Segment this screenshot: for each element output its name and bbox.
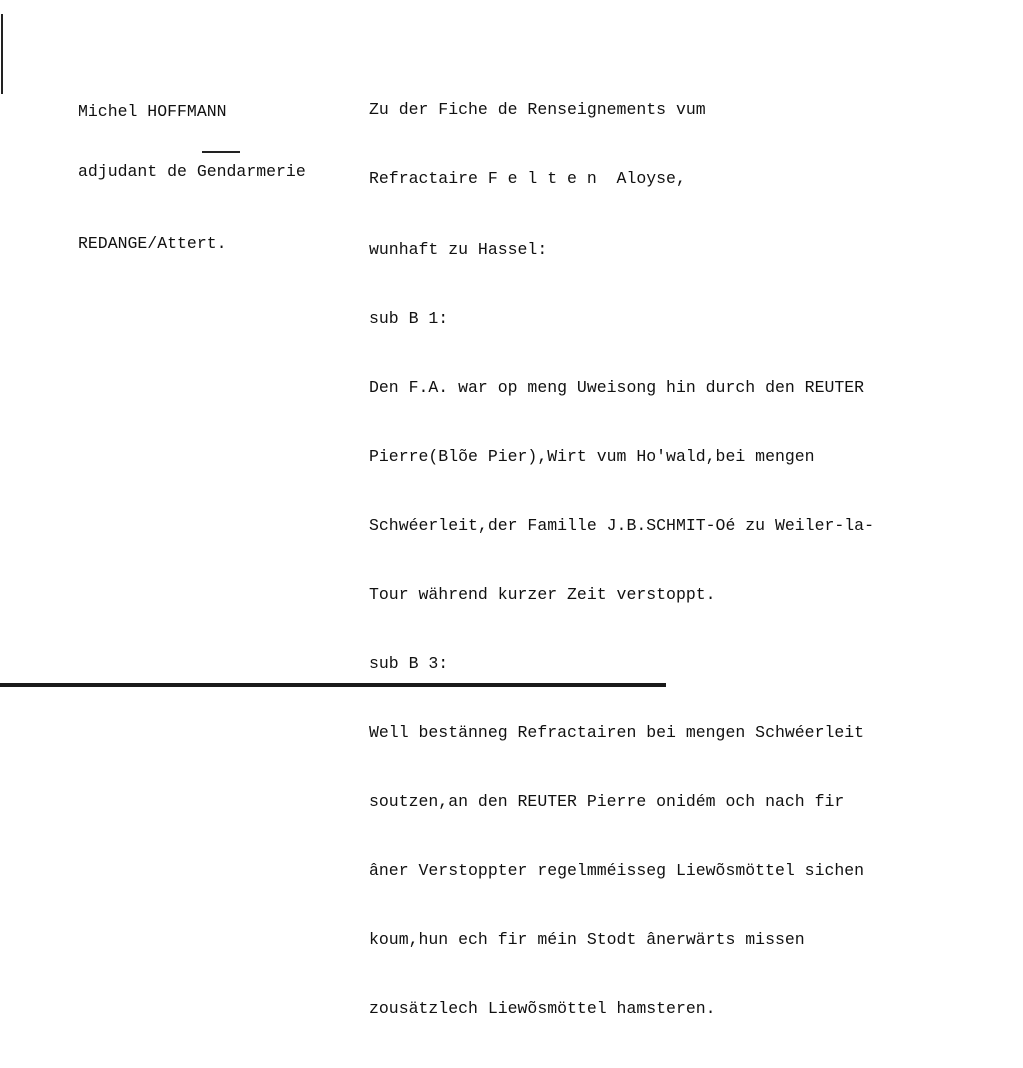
body-line: Zu der Fiche de Renseignements vum (369, 100, 706, 119)
body-line: sub B 3: (369, 654, 449, 673)
sender-name: Michel HOFFMANN (78, 102, 227, 121)
body-line: koum,hun ech fir méin Stodt ânerwärts missen (369, 930, 805, 949)
body-line: Refractaire F e l t e n Aloyse, (369, 169, 686, 188)
body-line: zousätzlech Liewõsmöttel hamsteren. (369, 999, 716, 1018)
sender-rank: adjudant de Gendarmerie (78, 162, 306, 181)
body-line: âner Verstoppter regelmméisseg Liewõsmöttel sichen (369, 861, 865, 880)
body-line: wunhaft zu Hassel: (369, 240, 548, 259)
sender-underline (202, 151, 240, 153)
sender-location: REDANGE/Attert. (78, 234, 227, 253)
body-line: soutzen,an den REUTER Pierre onidém och nach fir (369, 792, 845, 811)
left-margin-line (1, 14, 3, 94)
body-line: Den F.A. war op meng Uweisong hin durch den REUTER (369, 378, 865, 397)
bottom-edge-line (0, 683, 666, 687)
letter-body (369, 62, 1019, 1068)
body-line: Schwéerleit,der Famille J.B.SCHMIT-Oé zu Weiler-la- (369, 516, 874, 535)
body-line: Well bestänneg Refractairen bei mengen Schwéerleit (369, 723, 865, 742)
body-line: Tour während kurzer Zeit verstoppt. (369, 585, 716, 604)
body-line: Pierre(Blõe Pier),Wirt vum Ho'wald,bei mengen (369, 447, 815, 466)
body-line: sub B 1: (369, 309, 449, 328)
sender-block (78, 62, 306, 294)
